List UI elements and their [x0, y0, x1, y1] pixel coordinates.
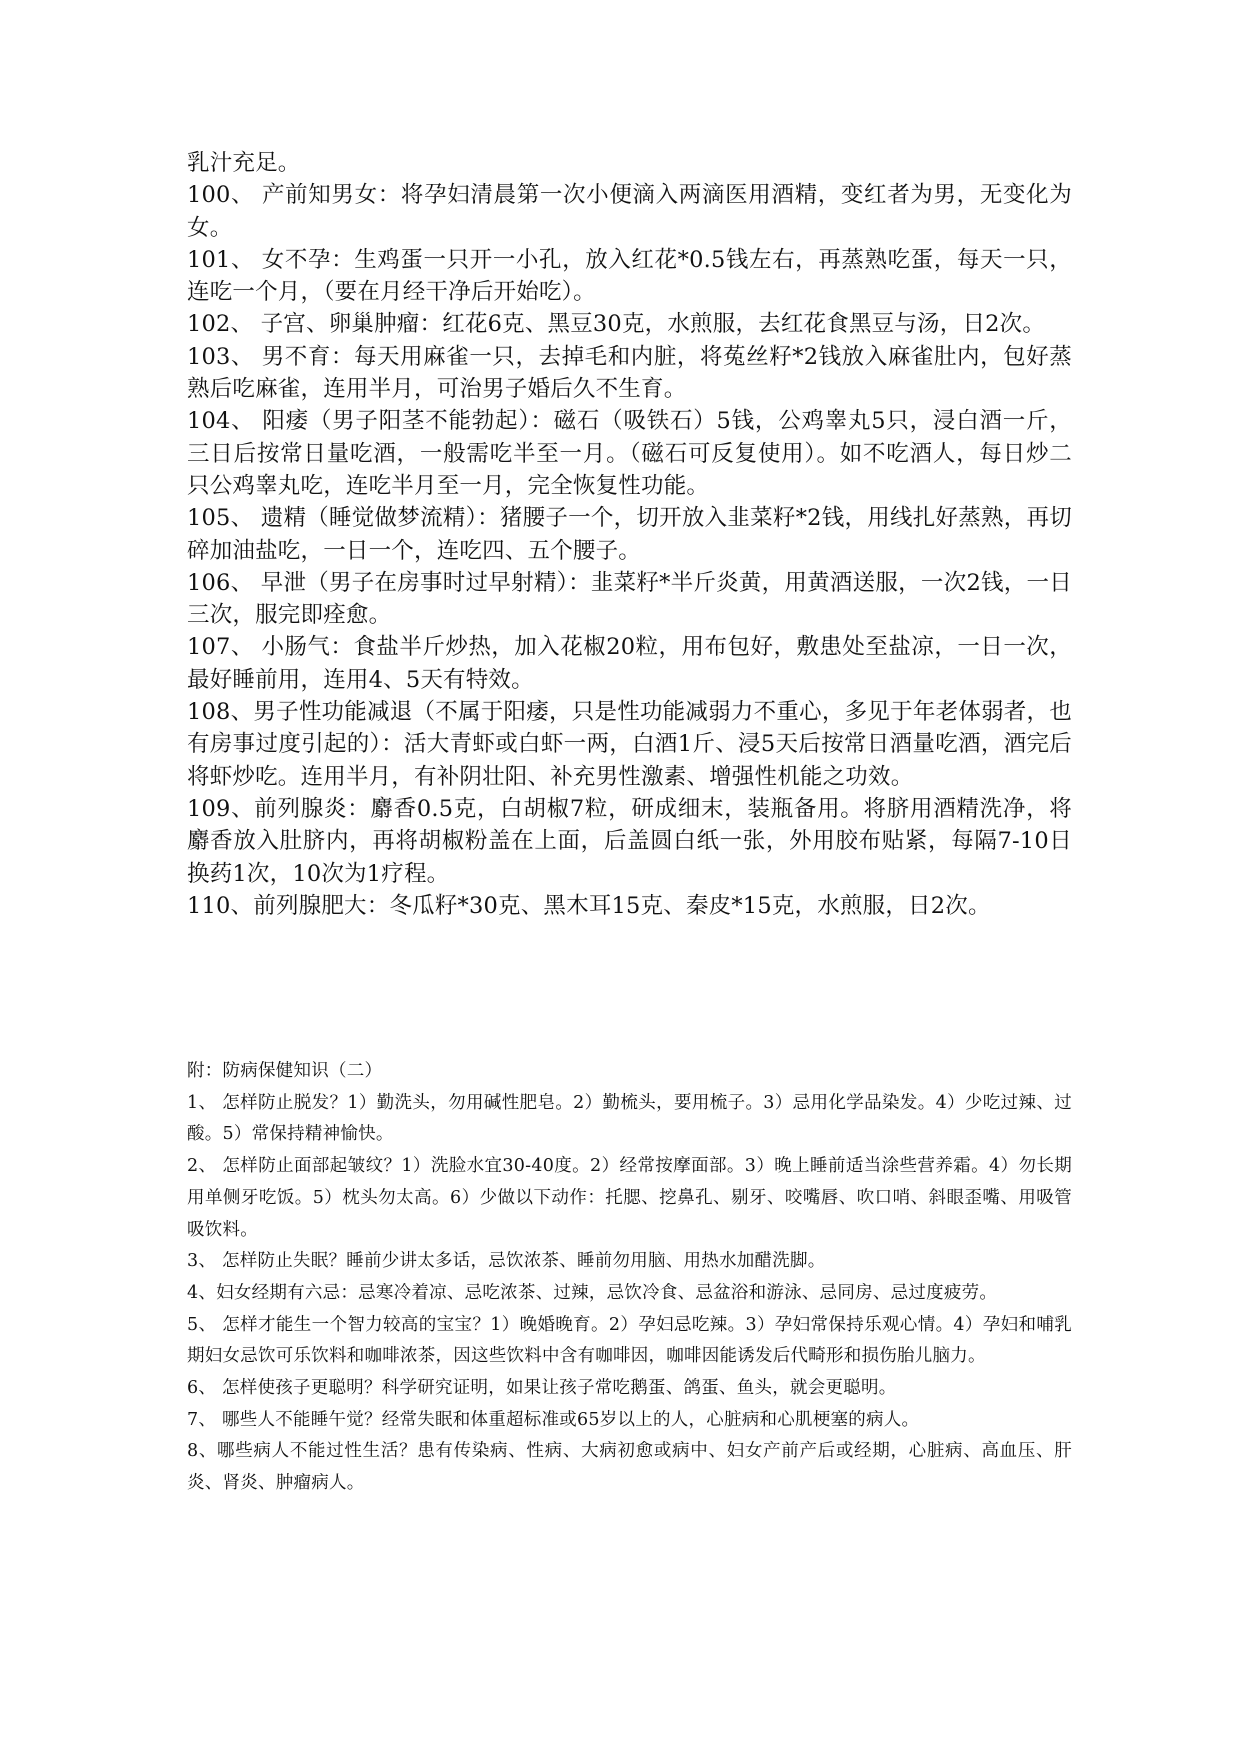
remedy-item: 106、 早泄（男子在房事时过早射精）：韭菜籽*半斤炎黄，用黄酒送服，一次2钱，一日三次，服完即痊愈。 — [187, 569, 1072, 629]
appendix-title: 附：防病保健知识（二） — [187, 1061, 383, 1081]
appendix-item: 8、哪些病人不能过性生活？患有传染病、性病、大病初愈或病中、妇女产前产后或经期，心脏病、高血压、肝炎、肾炎、肿瘤病人。 — [187, 1441, 1072, 1494]
remedy-item: 104、 阳痿（男子阳茎不能勃起）：磁石（吸铁石）5钱，公鸡睾丸5只，浸白酒一斤，三日后按常日量吃酒，一般需吃半至一月。（磁石可反复使用）。如不吃酒人，每日炒二只公鸡睾丸吃，连吃半月至一月，完全恢复性功能。 — [187, 408, 1072, 499]
remedy-item: 101、 女不孕：生鸡蛋一只开一小孔，放入红花*0.5钱左右，再蒸熟吃蛋，每天一只，连吃一个月，（要在月经干净后开始吃）。 — [187, 246, 1072, 306]
appendix-section — [187, 1056, 1072, 1500]
remedy-item: 105、 遗精（睡觉做梦流精）：猪腰子一个，切开放入韭菜籽*2钱，用线扎好蒸熟，再切碎加油盐吃，一日一个，连吃四、五个腰子。 — [187, 505, 1072, 564]
appendix-item: 7、 哪些人不能睡午觉？经常失眠和体重超标准或65岁以上的人，心脏病和心肌梗塞的病人。 — [187, 1409, 920, 1430]
remedy-item: 109、前列腺炎：麝香0.5克，白胡椒7粒，研成细末，装瓶备用。将脐用酒精洗净，将麝香放入肚脐内，再将胡椒粉盖在上面，后盖圆白纸一张，外用胶布贴紧，每隔7-10日换药1次，10次为1疗程。 — [187, 795, 1072, 887]
appendix-item: 5、 怎样才能生一个智力较高的宝宝？1）晚婚晚育。2）孕妇忌吃辣。3）孕妇常保持乐观心情。4）孕妇和哺乳期妇女忌饮可乐饮料和咖啡浓茶，因这些饮料中含有咖啡因，咖啡因能诱发后代畸形和损伤胎儿脑力。 — [187, 1314, 1072, 1367]
appendix-item: 1、 怎样防止脱发？1）勤洗头，勿用碱性肥皂。2）勤梳头，要用梳子。3）忌用化学品染发。4）少吃过辣、过酸。5）常保持精神愉快。 — [187, 1092, 1072, 1145]
remedy-item: 107、 小肠气：食盐半斤炒热，加入花椒20粒，用布包好，敷患处至盐凉，一日一次，最好睡前用，连用4、5天有特效。 — [187, 634, 1072, 693]
remedy-item: 100、 产前知男女：将孕妇清晨第一次小便滴入两滴医用酒精，变红者为男，无变化为女。 — [187, 182, 1072, 241]
remedy-list — [187, 147, 1072, 922]
appendix-item: 4、妇女经期有六忌：忌寒冷着凉、忌吃浓茶、过辣，忌饮冷食、忌盆浴和游泳、忌同房、忌过度疲劳。 — [187, 1282, 998, 1303]
appendix-item: 6、 怎样使孩子更聪明？科学研究证明，如果让孩子常吃鹅蛋、鸽蛋、鱼头，就会更聪明。 — [187, 1378, 897, 1399]
remedy-item: 103、 男不育：每天用麻雀一只，去掉毛和内脏，将菟丝籽*2钱放入麻雀肚内，包好蒸熟后吃麻雀，连用半月，可治男子婚后久不生育。 — [187, 343, 1072, 403]
remedy-item: 110、前列腺肥大：冬瓜籽*30克、黑木耳15克、秦皮*15克，水煎服，日2次。 — [187, 892, 991, 919]
remedy-item: 102、 子宫、卵巢肿瘤：红花6克、黑豆30克，水煎服，去红花食黑豆与汤，日2次。 — [187, 311, 1046, 338]
appendix-item: 2、 怎样防止面部起皱纹？1）洗脸水宜30-40度。2）经常按摩面部。3）晚上睡前适当涂些营养霜。4）勿长期用单侧牙吃饭。5）枕头勿太高。6）少做以下动作：托腮、挖鼻孔、剔牙、咬嘴唇、吹口哨、斜眼歪嘴、用吸管吸饮料。 — [187, 1156, 1072, 1240]
appendix-item: 3、 怎样防止失眠？睡前少讲太多话，忌饮浓茶、睡前勿用脑、用热水加醋洗脚。 — [187, 1251, 826, 1272]
remedy-item: 乳汁充足。 — [187, 150, 301, 176]
remedy-item: 108、男子性功能减退（不属于阳痿，只是性功能减弱力不重心，多见于年老体弱者，也有房事过度引起的）：活大青虾或白虾一两，白酒1斤、浸5天后按常日酒量吃酒，酒完后将虾炒吃。连用半月，有补阴壮阳、补充男性激素、增强性机能之功效。 — [187, 699, 1072, 790]
